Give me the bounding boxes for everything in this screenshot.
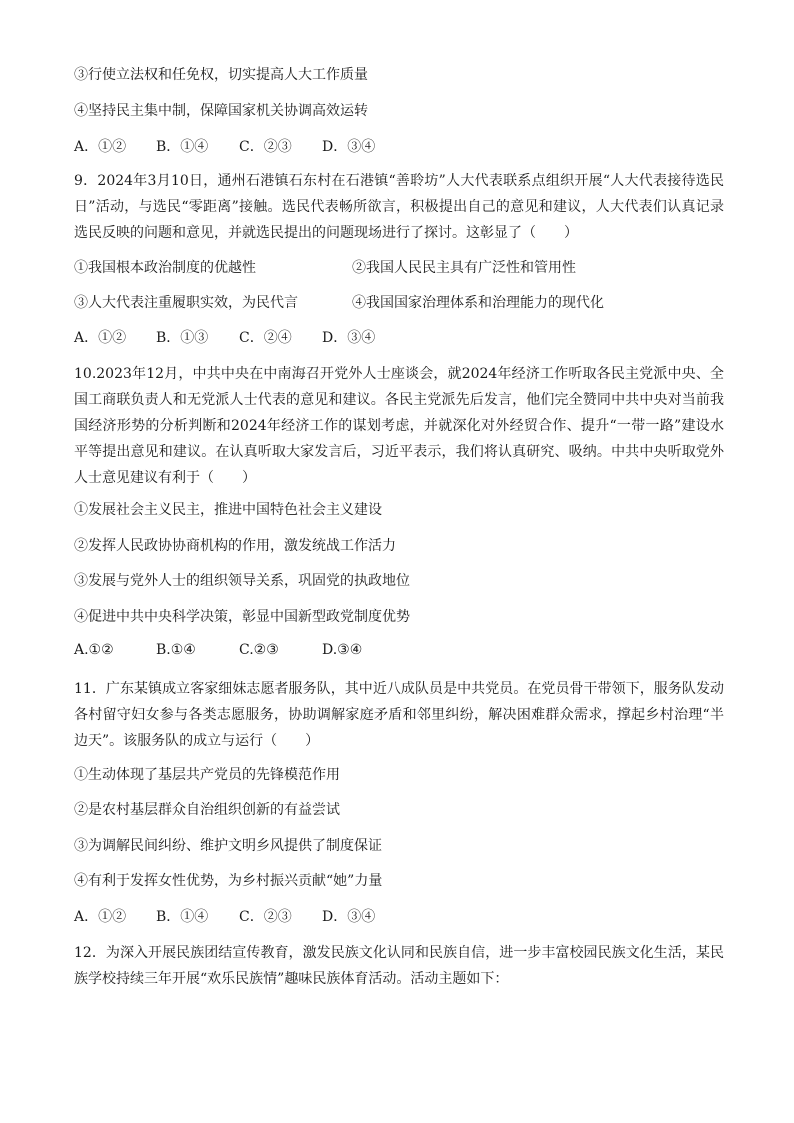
option-d: D．③④ bbox=[322, 139, 376, 155]
option-c: C．②③ bbox=[239, 909, 292, 925]
option-b: B．①④ bbox=[156, 909, 209, 925]
prev-item-3: ③行使立法权和任免权，切实提高人大工作质量 bbox=[74, 67, 368, 83]
option-c: C．②③ bbox=[239, 139, 292, 155]
option-a: A．①② bbox=[74, 139, 127, 155]
question-9-stem: 9．2024年3月10日，通州石港镇石东村在石港镇“善聆坊”人大代表联系点组织开展“人大代表接待选民日”活动，与选民“零距离”接触。选民代表畅所欲言，积极提出自己的意见和建议，人大代表们认真记录选民反映的问题和意见，并就选民提出的问题现场进行了探讨。这彰显了（ ） bbox=[74, 173, 724, 241]
option-a: A.①② bbox=[74, 642, 114, 658]
option-a: A．①② bbox=[74, 330, 127, 346]
question-12-stem: 12．为深入开展民族团结宣传教育，激发民族文化认同和民族自信，进一步丰富校园民族文化生活，某民族学校持续三年开展“欢乐民族情”趣味民族体育活动。活动主题如下： bbox=[74, 945, 724, 987]
prev-item-4: ④坚持民主集中制，保障国家机关协调高效运转 bbox=[74, 103, 368, 119]
q9-item-2: ②我国人民民主具有广泛性和管用性 bbox=[352, 260, 576, 276]
question-11-stem: 11．广东某镇成立客家细妹志愿者服务队，其中近八成队员是中共党员。在党员骨干带领下，服务队发动各村留守妇女参与各类志愿服务，协助调解家庭矛盾和邻里纠纷，解决困难群众需求，撑起乡村治理“半边天”。该服务队的成立与运行（ ） bbox=[74, 681, 724, 749]
q9-item-1: ①我国根本政治制度的优越性 bbox=[74, 260, 256, 276]
q10-item-1: ①发展社会主义民主，推进中国特色社会主义建设 bbox=[74, 502, 382, 518]
q11-item-1: ①生动体现了基层共产党员的先锋模范作用 bbox=[74, 767, 340, 783]
option-b: B.①④ bbox=[156, 642, 196, 658]
option-a: A．①② bbox=[74, 909, 127, 925]
option-d: D．③④ bbox=[322, 330, 376, 346]
option-c: C．②④ bbox=[239, 330, 292, 346]
option-b: B．①③ bbox=[156, 330, 209, 346]
option-d: D.③④ bbox=[322, 642, 363, 658]
q11-item-2: ②是农村基层群众自治组织创新的有益尝试 bbox=[74, 802, 340, 818]
q10-item-2: ②发挥人民政协协商机构的作用，激发统战工作活力 bbox=[74, 538, 396, 554]
q11-item-4: ④有利于发挥女性优势，为乡村振兴贡献“她”力量 bbox=[74, 873, 383, 889]
q9-item-4: ④我国国家治理体系和治理能力的现代化 bbox=[352, 295, 604, 311]
q10-item-3: ③发展与党外人士的组织领导关系，巩固党的执政地位 bbox=[74, 573, 410, 589]
q10-item-4: ④促进中共中央科学决策，彰显中国新型政党制度优势 bbox=[74, 609, 410, 625]
option-b: B．①④ bbox=[156, 139, 209, 155]
question-10-stem: 10.2023年12月，中共中央在中南海召开党外人士座谈会，就2024年经济工作听取各民主党派中央、全国工商联负责人和无党派人士代表的意见和建议。各民主党派先后发言，他们完全赞同中共中央对当前我国经济形势的分析判断和2024年经济工作的谋划考虑，并就深化对外经贸合作、提升“一带一路”建设水平等提出意见和建议。在认真听取大家发言后，习近平表示，我们将认真研究、吸纳。中共中央听取党外人士意见建议有利于（ ） bbox=[74, 366, 724, 486]
option-c: C.②③ bbox=[239, 642, 279, 658]
q9-item-3: ③人大代表注重履职实效，为民代言 bbox=[74, 295, 298, 311]
option-d: D．③④ bbox=[322, 909, 376, 925]
q11-item-3: ③为调解民间纠纷、维护文明乡风提供了制度保证 bbox=[74, 838, 382, 854]
